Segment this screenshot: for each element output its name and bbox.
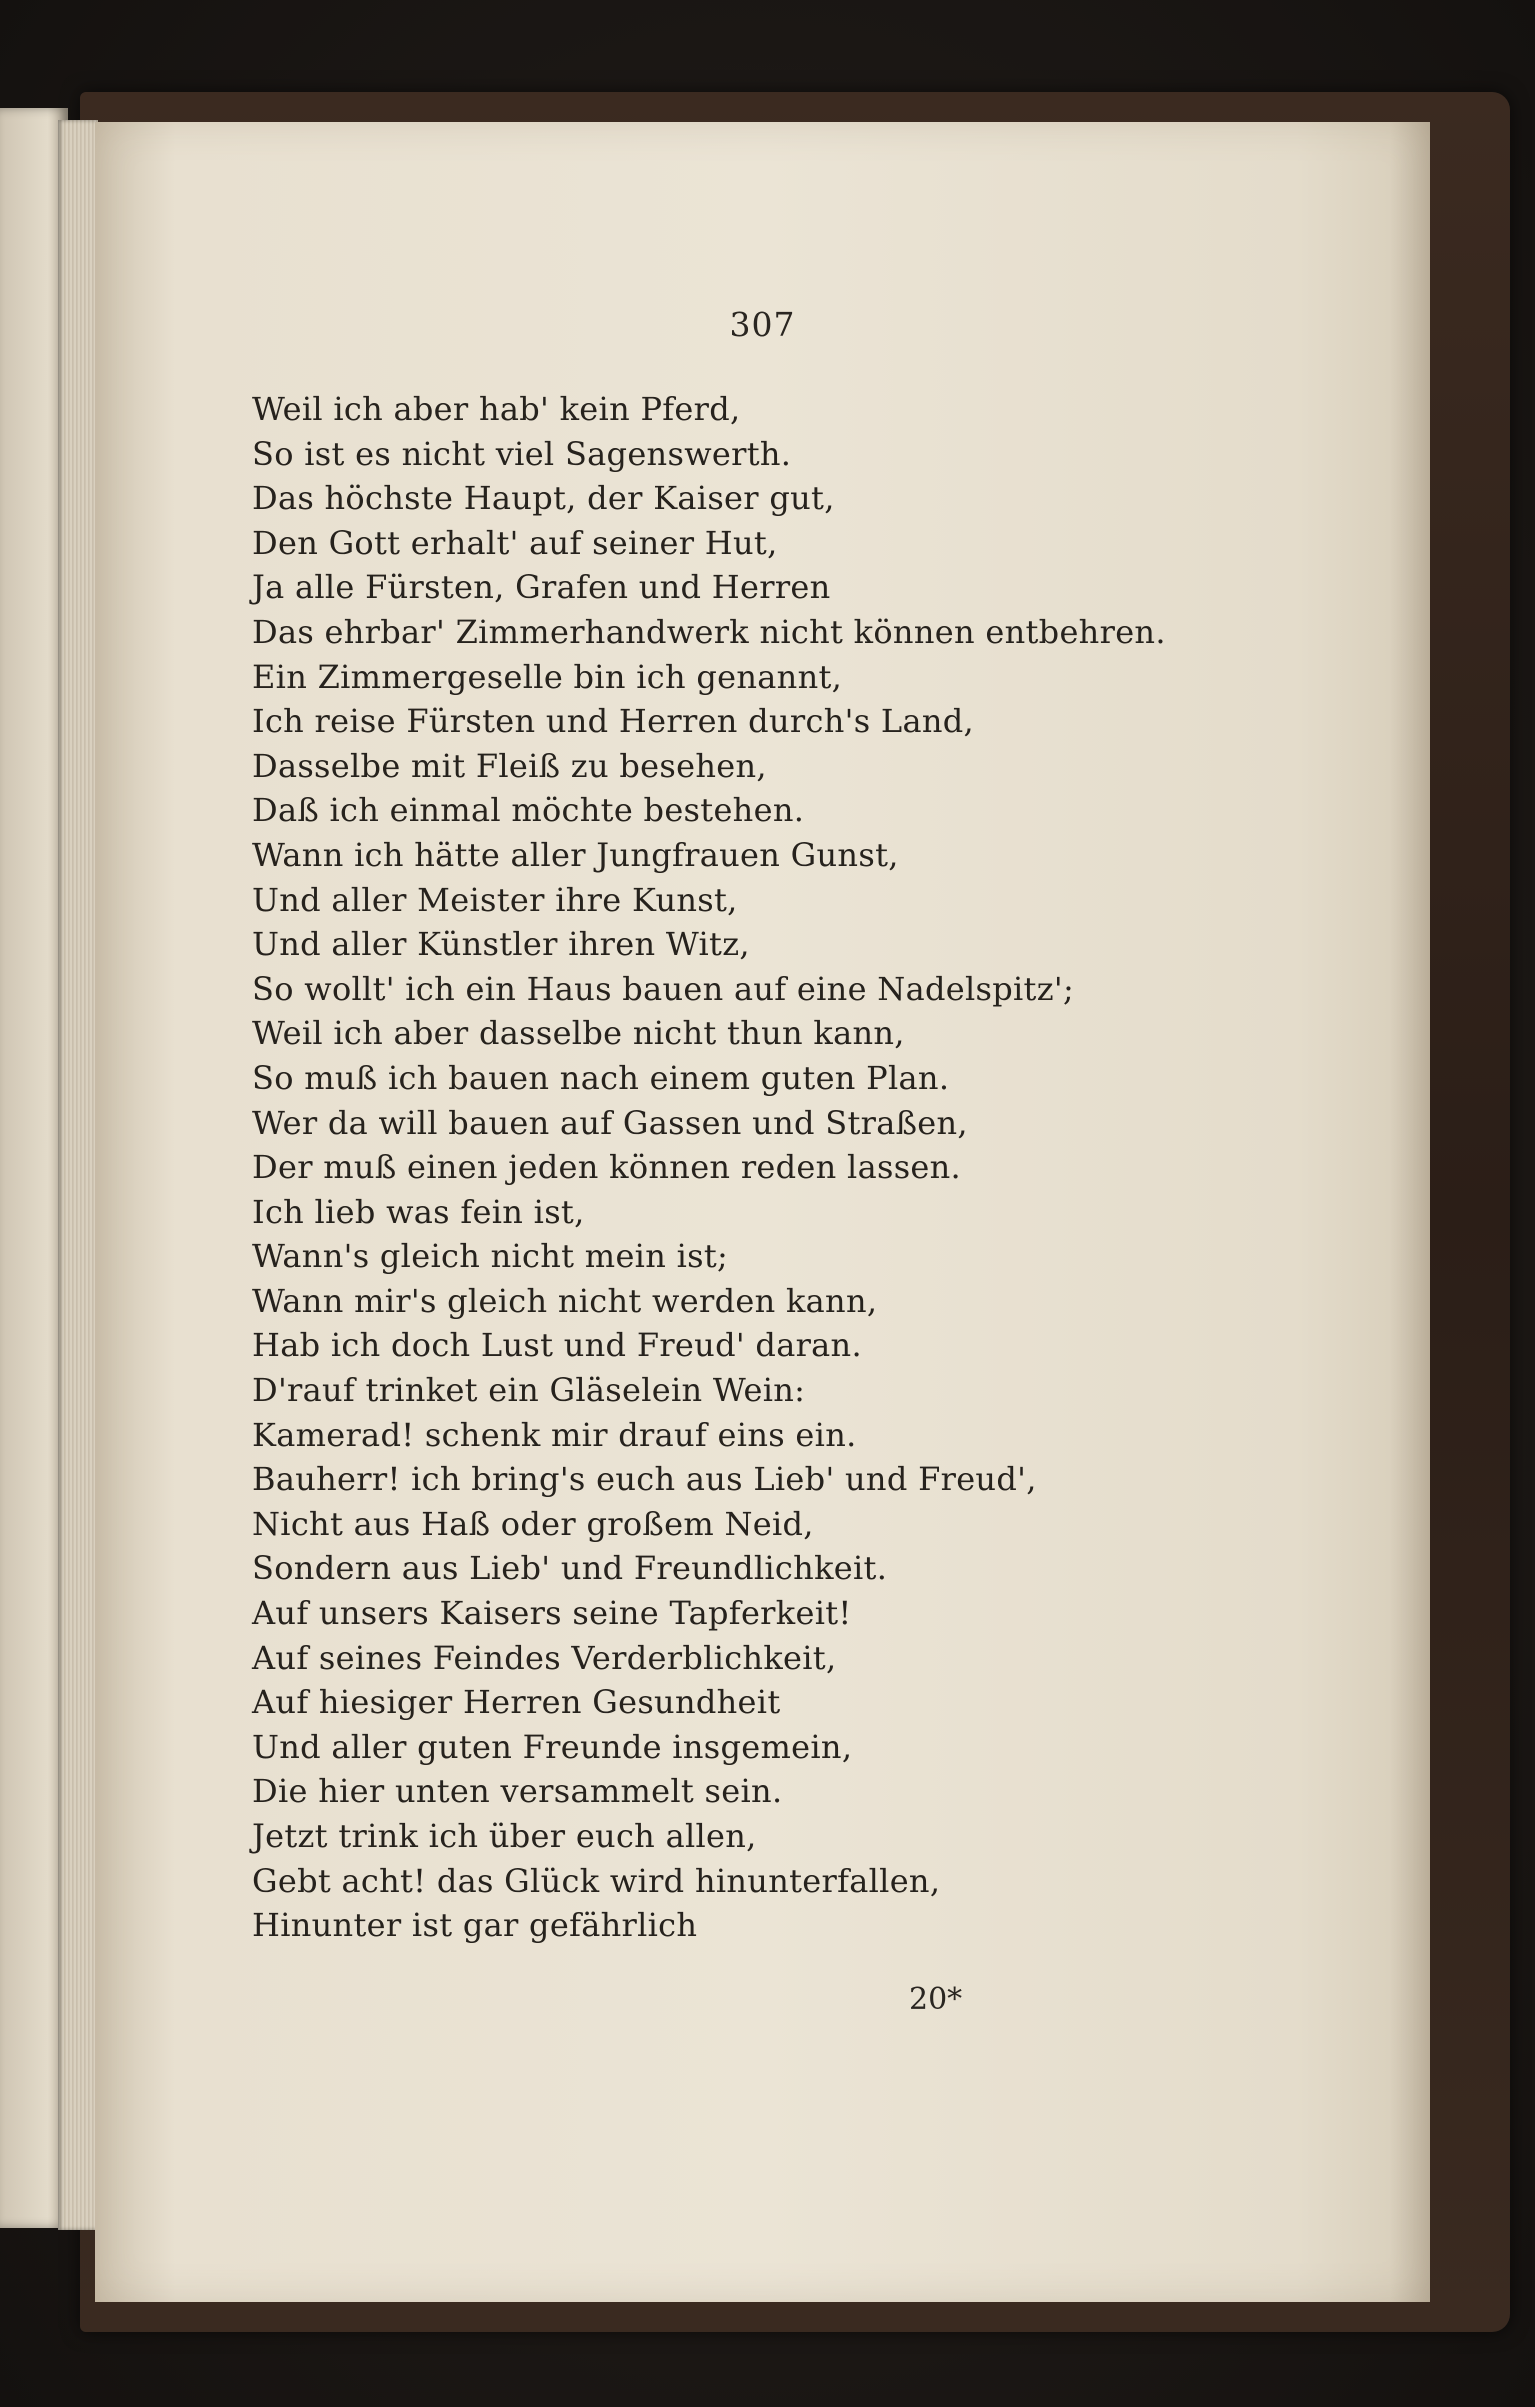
book-page bbox=[95, 122, 1430, 2302]
poem-line: Ich reise Fürsten und Herren durch's Land, bbox=[252, 702, 974, 741]
poem-line: Wann mir's gleich nicht werden kann, bbox=[252, 1281, 878, 1320]
poem-line: Den Gott erhalt' auf seiner Hut, bbox=[252, 523, 778, 562]
poem-line: Ja alle Fürsten, Grafen und Herren bbox=[252, 568, 831, 607]
poem-line: Das ehrbar' Zimmerhandwerk nicht können entbehren. bbox=[252, 612, 1166, 651]
poem-line: Auf seines Feindes Verderblichkeit, bbox=[252, 1638, 837, 1677]
poem-line: Auf unsers Kaisers seine Tapferkeit! bbox=[252, 1594, 852, 1633]
poem-line: Wann ich hätte aller Jungfrauen Gunst, bbox=[252, 835, 899, 874]
poem-line: Kamerad! schenk mir drauf eins ein. bbox=[252, 1415, 857, 1454]
poem-line: Jetzt trink ich über euch allen, bbox=[252, 1817, 757, 1855]
page-number: 307 bbox=[729, 305, 796, 344]
poem-line: Die hier unten versammelt sein. bbox=[252, 1772, 783, 1811]
poem-line: Und aller guten Freunde insgemein, bbox=[252, 1727, 853, 1766]
poem-line: D'rauf trinket ein Gläselein Wein: bbox=[252, 1371, 806, 1410]
signature-mark: 20* bbox=[909, 1982, 963, 2017]
poem-line: Nicht aus Haß oder großem Neid, bbox=[252, 1504, 814, 1543]
poem-line: Das höchste Haupt, der Kaiser gut, bbox=[252, 479, 835, 518]
poem-line: Und aller Künstler ihren Witz, bbox=[252, 925, 750, 964]
page-stack-edges bbox=[58, 120, 98, 2230]
poem-line: Der muß einen jeden können reden lassen. bbox=[252, 1148, 962, 1187]
poem-line: Auf hiesiger Herren Gesundheit bbox=[252, 1683, 781, 1722]
poem-text bbox=[252, 387, 1166, 1948]
poem-line: Ein Zimmergeselle bin ich genannt, bbox=[252, 657, 843, 696]
poem-line: Dasselbe mit Fleiß zu besehen, bbox=[252, 746, 767, 785]
poem-line: Daß ich einmal möchte bestehen. bbox=[252, 791, 805, 830]
poem-line: Weil ich aber hab' kein Pferd, bbox=[252, 390, 741, 428]
poem-line: So wollt' ich ein Haus bauen auf eine Nadelspitz'; bbox=[252, 969, 1075, 1008]
poem-line: Bauherr! ich bring's euch aus Lieb' und Freud', bbox=[252, 1460, 1037, 1499]
poem-line: So ist es nicht viel Sagenswerth. bbox=[252, 434, 792, 473]
poem-line: So muß ich bauen nach einem guten Plan. bbox=[252, 1058, 950, 1097]
poem-line: Hab ich doch Lust und Freud' daran. bbox=[252, 1326, 862, 1365]
poem-line: Gebt acht! das Glück wird hinunterfallen, bbox=[252, 1861, 941, 1900]
poem-line: Hinunter ist gar gefährlich bbox=[252, 1906, 698, 1945]
poem-line: Wer da will bauen auf Gassen und Straßen, bbox=[252, 1103, 968, 1142]
poem-line: Wann's gleich nicht mein ist; bbox=[252, 1237, 729, 1276]
poem-line: Und aller Meister ihre Kunst, bbox=[252, 880, 738, 919]
poem-line: Sondern aus Lieb' und Freundlichkeit. bbox=[252, 1549, 888, 1588]
poem-line: Weil ich aber dasselbe nicht thun kann, bbox=[252, 1014, 905, 1053]
poem-line: Ich lieb was fein ist, bbox=[252, 1192, 585, 1231]
